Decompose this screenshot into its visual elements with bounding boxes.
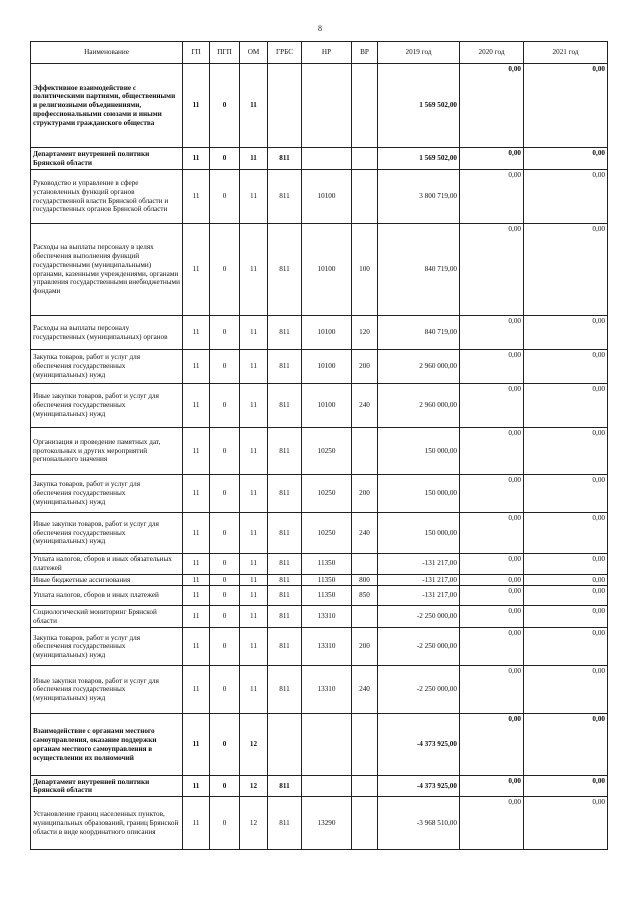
cell-y2020: 0,00 [460,64,524,148]
cell-y2021: 0,00 [524,513,608,554]
cell-pgp: 0 [210,554,240,575]
cell-y2019: 150 000,00 [378,475,460,513]
cell-name: Установление границ населенных пунктов, муниципальных образований, границ Брянской области в виде координатного описания [31,797,183,850]
cell-name: Закупка товаров, работ и услуг для обеспечения государственных (муниципальных) нужд [31,475,183,513]
cell-y2019: -131 217,00 [378,554,460,575]
cell-y2021: 0,00 [524,224,608,316]
cell-y2019: -4 373 925,00 [378,714,460,776]
cell-gp: 11 [183,606,210,628]
cell-y2020: 0,00 [460,797,524,850]
cell-name: Социологический мониторинг Брянской области [31,606,183,628]
cell-y2019: 150 000,00 [378,513,460,554]
cell-pgp: 0 [210,714,240,776]
cell-y2020: 0,00 [460,384,524,428]
cell-y2021: 0,00 [524,554,608,575]
cell-name: Закупка товаров, работ и услуг для обеспечения государственных (муниципальных) нужд [31,628,183,666]
cell-gp: 11 [183,170,210,224]
cell-nr: 11350 [302,586,352,606]
cell-gp: 11 [183,554,210,575]
table-row [31,384,608,428]
table-row [31,574,608,586]
cell-vr [352,148,378,170]
cell-vr: 100 [352,224,378,316]
cell-nr [302,776,352,797]
page-number: 8 [318,24,322,33]
table-body [31,64,608,850]
cell-y2019: -131 217,00 [378,574,460,586]
cell-om: 11 [240,513,268,554]
cell-y2019: -131 217,00 [378,586,460,606]
table-row [31,350,608,384]
table-row [31,170,608,224]
cell-pgp: 0 [210,64,240,148]
cell-grbs [268,64,302,148]
cell-vr [352,428,378,475]
table-row [31,148,608,170]
cell-vr [352,776,378,797]
cell-y2021: 0,00 [524,350,608,384]
cell-gp: 11 [183,428,210,475]
cell-name: Иные бюджетные ассигнования [31,574,183,586]
cell-y2020: 0,00 [460,316,524,350]
cell-y2019: -4 373 925,00 [378,776,460,797]
table-header-row [31,42,608,64]
column-header-om: ОМ [240,42,268,64]
cell-y2021: 0,00 [524,148,608,170]
cell-nr: 10250 [302,428,352,475]
cell-y2019: 2 960 000,00 [378,384,460,428]
cell-y2020: 0,00 [460,714,524,776]
cell-gp: 11 [183,475,210,513]
cell-pgp: 0 [210,666,240,714]
cell-grbs: 811 [268,666,302,714]
cell-y2021: 0,00 [524,776,608,797]
cell-gp: 11 [183,350,210,384]
cell-vr [352,170,378,224]
cell-pgp: 0 [210,776,240,797]
cell-grbs: 811 [268,316,302,350]
cell-nr: 10100 [302,384,352,428]
column-header-2021: 2021 год [524,42,608,64]
cell-om: 11 [240,350,268,384]
cell-y2019: 1 569 502,00 [378,64,460,148]
cell-gp: 11 [183,586,210,606]
cell-y2019: -2 250 000,00 [378,628,460,666]
cell-pgp: 0 [210,574,240,586]
cell-name: Иные закупки товаров, работ и услуг для обеспечения государственных (муниципальных) нужд [31,384,183,428]
cell-y2021: 0,00 [524,170,608,224]
cell-pgp: 0 [210,428,240,475]
cell-grbs: 811 [268,224,302,316]
cell-name: Расходы на выплаты персоналу в целях обеспечения выполнения функций государственными (муниципальными) органами, казенными учреждениями, органами управления государственными внебюджетными фондами [31,224,183,316]
cell-grbs: 811 [268,574,302,586]
cell-om: 11 [240,554,268,575]
cell-pgp: 0 [210,384,240,428]
cell-om: 11 [240,628,268,666]
cell-nr: 10100 [302,350,352,384]
cell-nr: 10250 [302,513,352,554]
cell-name: Руководство и управление в сфере установленных функций органов государственной власти Брянской области и государственных органов Брянской области [31,170,183,224]
cell-grbs: 811 [268,586,302,606]
table-row [31,513,608,554]
cell-y2020: 0,00 [460,428,524,475]
cell-vr: 200 [352,475,378,513]
cell-name: Организация и проведение памятных дат, протокольных и других мероприятий регионального значения [31,428,183,475]
cell-y2021: 0,00 [524,428,608,475]
cell-om: 11 [240,170,268,224]
cell-om: 12 [240,714,268,776]
table-row [31,428,608,475]
cell-y2021: 0,00 [524,586,608,606]
cell-pgp: 0 [210,224,240,316]
cell-om: 11 [240,586,268,606]
cell-y2019: 1 569 502,00 [378,148,460,170]
cell-vr [352,606,378,628]
cell-om: 12 [240,797,268,850]
table-row [31,316,608,350]
cell-nr: 11350 [302,554,352,575]
cell-nr: 10250 [302,475,352,513]
cell-grbs: 811 [268,428,302,475]
cell-nr: 10100 [302,316,352,350]
cell-name: Уплата налогов, сборов и иных обязательных платежей [31,554,183,575]
cell-y2021: 0,00 [524,606,608,628]
cell-name: Иные закупки товаров, работ и услуг для обеспечения государственных (муниципальных) нужд [31,513,183,554]
cell-y2021: 0,00 [524,628,608,666]
cell-om: 11 [240,148,268,170]
column-header-2019: 2019 год [378,42,460,64]
column-header-pgp: ПГП [210,42,240,64]
cell-pgp: 0 [210,513,240,554]
cell-name: Закупка товаров, работ и услуг для обеспечения государственных (муниципальных) нужд [31,350,183,384]
cell-om: 11 [240,475,268,513]
cell-vr: 850 [352,586,378,606]
cell-gp: 11 [183,513,210,554]
cell-y2021: 0,00 [524,64,608,148]
cell-y2021: 0,00 [524,666,608,714]
cell-vr: 200 [352,350,378,384]
table-row [31,586,608,606]
cell-grbs: 811 [268,606,302,628]
cell-om: 11 [240,384,268,428]
cell-name: Расходы на выплаты персоналу государственных (муниципальных) органов [31,316,183,350]
cell-vr: 240 [352,384,378,428]
table-row [31,64,608,148]
cell-om: 12 [240,776,268,797]
cell-grbs [268,714,302,776]
cell-gp: 11 [183,797,210,850]
cell-pgp: 0 [210,148,240,170]
cell-y2021: 0,00 [524,797,608,850]
column-header-gp: ГП [183,42,210,64]
cell-name: Взаимодействие с органами местного самоуправления, оказание поддержки органам местного самоуправления в осуществлении их полномочий [31,714,183,776]
cell-pgp: 0 [210,628,240,666]
cell-om: 11 [240,606,268,628]
column-header-vr: ВР [352,42,378,64]
cell-om: 11 [240,224,268,316]
cell-grbs: 811 [268,513,302,554]
cell-pgp: 0 [210,316,240,350]
budget-table [30,41,608,850]
cell-y2019: 150 000,00 [378,428,460,475]
cell-y2021: 0,00 [524,574,608,586]
cell-grbs: 811 [268,170,302,224]
cell-pgp: 0 [210,170,240,224]
cell-gp: 11 [183,64,210,148]
cell-nr: 13310 [302,606,352,628]
cell-y2020: 0,00 [460,148,524,170]
cell-om: 11 [240,666,268,714]
cell-y2020: 0,00 [460,628,524,666]
table-row [31,224,608,316]
cell-y2019: 840 719,00 [378,224,460,316]
cell-nr [302,148,352,170]
cell-y2021: 0,00 [524,316,608,350]
cell-vr: 120 [352,316,378,350]
cell-pgp: 0 [210,797,240,850]
cell-vr [352,714,378,776]
cell-gp: 11 [183,628,210,666]
cell-om: 11 [240,316,268,350]
cell-name: Департамент внутренней политики Брянской области [31,148,183,170]
cell-om: 11 [240,574,268,586]
cell-y2019: -2 250 000,00 [378,606,460,628]
cell-gp: 11 [183,666,210,714]
cell-gp: 11 [183,224,210,316]
cell-gp: 11 [183,574,210,586]
table-row [31,797,608,850]
cell-gp: 11 [183,714,210,776]
cell-vr [352,554,378,575]
cell-y2021: 0,00 [524,714,608,776]
cell-vr: 240 [352,513,378,554]
cell-nr: 10100 [302,224,352,316]
cell-y2019: -3 968 510,00 [378,797,460,850]
cell-y2020: 0,00 [460,513,524,554]
cell-y2020: 0,00 [460,666,524,714]
cell-vr: 240 [352,666,378,714]
cell-y2020: 0,00 [460,586,524,606]
cell-pgp: 0 [210,350,240,384]
cell-nr [302,64,352,148]
cell-y2020: 0,00 [460,606,524,628]
cell-vr: 200 [352,628,378,666]
cell-grbs: 811 [268,384,302,428]
table-row [31,776,608,797]
cell-grbs: 811 [268,475,302,513]
cell-y2021: 0,00 [524,475,608,513]
cell-pgp: 0 [210,586,240,606]
cell-y2020: 0,00 [460,475,524,513]
cell-om: 11 [240,64,268,148]
cell-pgp: 0 [210,606,240,628]
cell-y2020: 0,00 [460,776,524,797]
cell-nr: 13310 [302,666,352,714]
cell-vr: 800 [352,574,378,586]
cell-nr [302,714,352,776]
cell-nr: 10100 [302,170,352,224]
cell-vr [352,797,378,850]
table-row [31,714,608,776]
table-row [31,606,608,628]
cell-grbs: 811 [268,776,302,797]
column-header-name: Наименование [31,42,183,64]
column-header-nr: НР [302,42,352,64]
column-header-2020: 2020 год [460,42,524,64]
cell-y2020: 0,00 [460,170,524,224]
cell-name: Эффективное взаимодействие с политическими партиями, общественными и религиозными объединениями, профессиональными союзами и иными структурами гражданского общества [31,64,183,148]
cell-pgp: 0 [210,475,240,513]
table-row [31,475,608,513]
cell-name: Иные закупки товаров, работ и услуг для обеспечения государственных (муниципальных) нужд [31,666,183,714]
cell-y2021: 0,00 [524,384,608,428]
cell-grbs: 811 [268,148,302,170]
column-header-grbs: ГРБС [268,42,302,64]
cell-gp: 11 [183,776,210,797]
table-row [31,628,608,666]
cell-gp: 11 [183,384,210,428]
cell-y2020: 0,00 [460,350,524,384]
cell-nr: 11350 [302,574,352,586]
cell-grbs: 811 [268,350,302,384]
cell-gp: 11 [183,148,210,170]
cell-grbs: 811 [268,797,302,850]
cell-gp: 11 [183,316,210,350]
cell-nr: 13310 [302,628,352,666]
cell-y2019: -2 250 000,00 [378,666,460,714]
cell-y2019: 2 960 000,00 [378,350,460,384]
cell-grbs: 811 [268,554,302,575]
cell-nr: 13290 [302,797,352,850]
cell-y2020: 0,00 [460,574,524,586]
cell-om: 11 [240,428,268,475]
cell-vr [352,64,378,148]
cell-grbs: 811 [268,628,302,666]
cell-y2019: 840 719,00 [378,316,460,350]
cell-name: Департамент внутренней политики Брянской области [31,776,183,797]
cell-y2019: 3 800 719,00 [378,170,460,224]
cell-name: Уплата налогов, сборов и иных платежей [31,586,183,606]
cell-y2020: 0,00 [460,554,524,575]
cell-y2020: 0,00 [460,224,524,316]
table-row [31,666,608,714]
table-row [31,554,608,575]
